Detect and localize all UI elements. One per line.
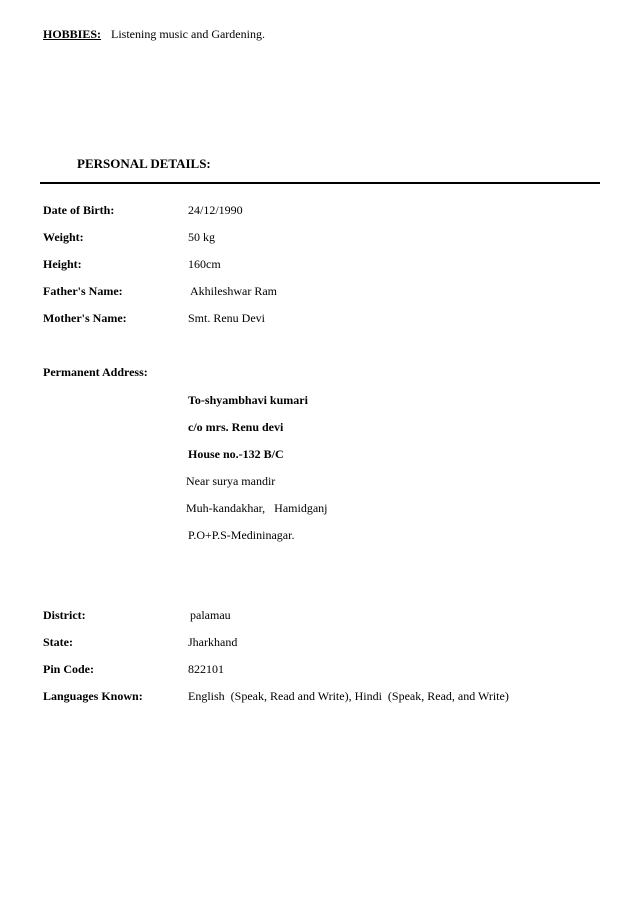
district-value: palamau [190,608,231,622]
pin-code-label: Pin Code: [43,662,94,676]
state-label: State: [43,635,73,649]
father-name-value: Akhileshwar Ram [190,284,277,298]
address-line: To-shyambhavi kumari [188,393,308,407]
address-line: Muh-kandakhar, Hamidganj [186,501,328,515]
address-line: Near surya mandir [186,474,276,488]
address-line: House no.-132 B/C [188,447,284,461]
dob-label: Date of Birth: [43,203,115,217]
address-line: c/o mrs. Renu devi [188,420,284,434]
mother-name-value: Smt. Renu Devi [188,311,265,325]
dob-value: 24/12/1990 [188,203,243,217]
personal-details-title: PERSONAL DETAILS: [77,156,211,171]
permanent-address-label: Permanent Address: [43,365,148,379]
state-value: Jharkhand [188,635,238,649]
father-name-label: Father's Name: [43,284,123,298]
languages-label: Languages Known: [43,689,143,703]
pin-code-value: 822101 [188,662,224,676]
weight-value: 50 kg [188,230,215,244]
languages-value: English (Speak, Read and Write), Hindi (Speak, Read, and Write) [188,689,509,703]
district-label: District: [43,608,86,622]
hobbies-label: HOBBIES: [43,27,102,41]
address-line: P.O+P.S-Medininagar. [188,528,295,542]
hobbies-value: Listening music and Gardening. [111,27,265,41]
mother-name-label: Mother's Name: [43,311,127,325]
height-label: Height: [43,257,82,271]
section-divider [40,182,600,184]
weight-label: Weight: [43,230,84,244]
height-value: 160cm [188,257,221,271]
